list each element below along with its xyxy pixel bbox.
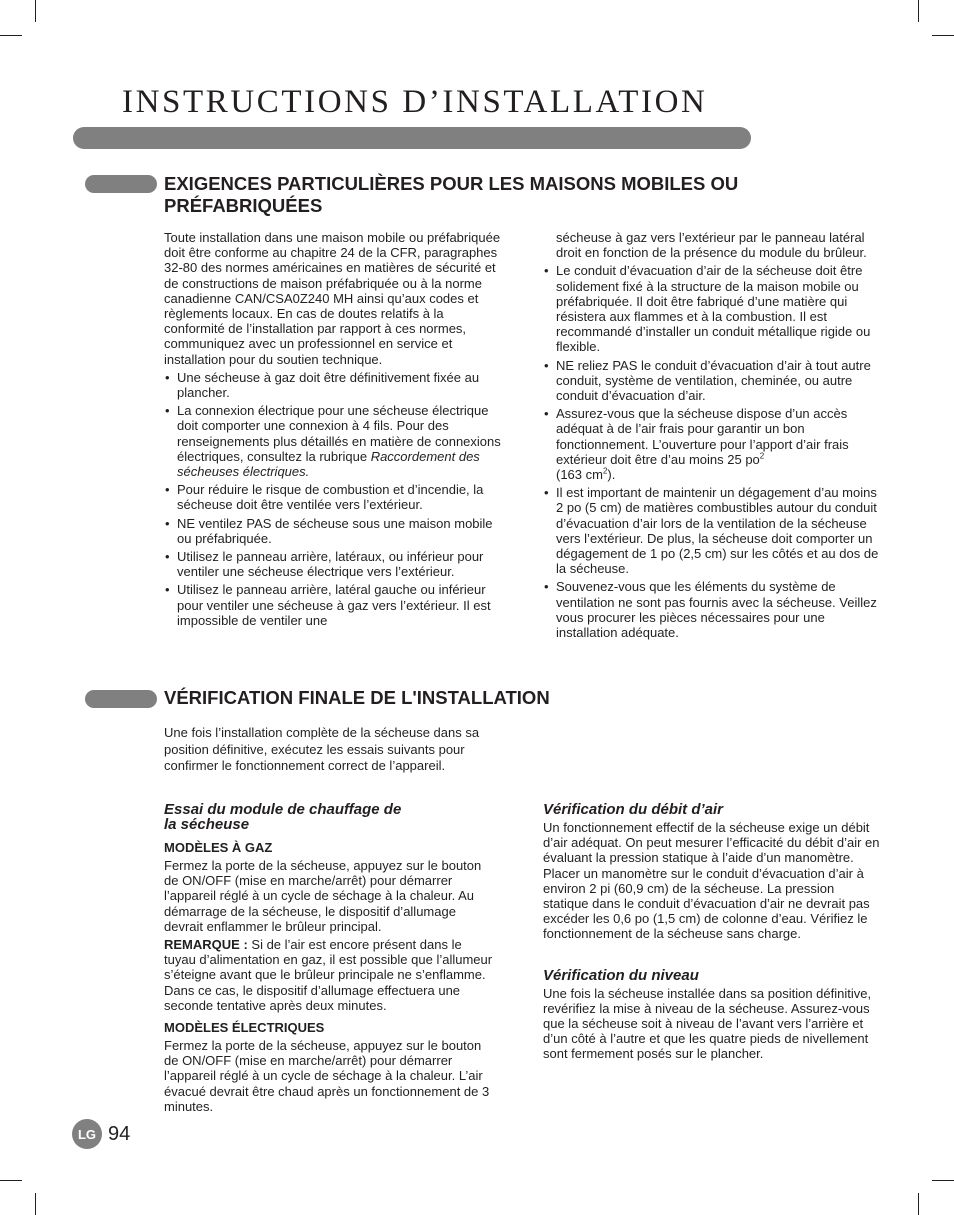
- airflow-check-text: Un fonctionnement effectif de la sécheuse exige un débit d’air adéquat. On peut mesurer l’efficacité du débit d’air en évaluant la pression statique à l’aide d’un manomètre. Placer un manomètre sur le conduit d’évacuation d’air à environ 2 pi (60,9 cm) de la sécheuse. La pression statique dans le conduit d’évacuation d’air ne devrait pas excéder les 0,6 po (1,5 cm) de colonne d’eau. Vérifiez le fonctionnement de la sécheuse sans charge.: [543, 820, 880, 942]
- airflow-check-title: Vérification du débit d’air: [543, 801, 724, 818]
- crop-mark: [35, 0, 36, 22]
- level-check-title: Vérification du niveau: [543, 966, 699, 984]
- section-marker: [85, 175, 157, 193]
- crop-mark: [35, 1193, 36, 1215]
- list-item: • Souvenez-vous que les éléments du système de ventilation ne sont pas fournis avec la sécheuse. Veillez vous procurer les pièces nécessaires pour une installation adéquate.: [543, 579, 880, 640]
- list-item-text: La connexion électrique pour une sécheuse électrique doit comporter une connexion à 4 fils. Pour des renseignements plus détaillés en matière de connexions électriques, consultez la rubrique: [177, 403, 501, 464]
- gas-models-heading: MODÈLES À GAZ: [164, 840, 273, 855]
- list-item: • Utilisez le panneau arrière, latéral gauche ou inférieur pour ventiler une sécheuse à gaz vers l’extérieur. Il est impossible de ventiler une: [164, 582, 504, 628]
- section-title-line2: PRÉFABRIQUÉES: [164, 195, 323, 216]
- section1-right-list: [543, 263, 880, 640]
- crop-mark: [932, 1180, 954, 1181]
- section2-intro: [164, 725, 494, 778]
- lg-logo-icon: [72, 1119, 102, 1149]
- crop-mark: [0, 35, 22, 36]
- section-marker: [85, 690, 157, 708]
- electric-models-text: Fermez la porte de la sécheuse, appuyez sur le bouton de ON/OFF (mise en marche/arrêt) pour démarrer l’appareil réglé à un cycle de séchage à la chaleur. L’air évacué devrait être chaud après un fonctionnement de 3 minutes.: [164, 1038, 490, 1114]
- section-title-final-check: VÉRIFICATION FINALE DE L'INSTALLATION: [164, 687, 550, 708]
- list-item: • Il est important de maintenir un dégagement d’au moins 2 po (5 cm) de matières combustibles autour du conduit d’évacuation d’air lors de la ventilation de la sécheuse vers l’extérieur. De plus, la sécheuse doit comporter un dégagement de 1 po (2,5 cm) sur les côtés et au dos de la sécheuse.: [543, 485, 880, 576]
- heating-title-line1: Essai du module de chauffage de: [164, 801, 402, 818]
- title-bar: [73, 127, 751, 149]
- metric-value: (163 cm: [556, 467, 603, 483]
- logo-text: LG: [77, 1127, 97, 1142]
- italic-reference: Raccordement des sécheuses électriques.: [177, 448, 480, 480]
- list-item: • NE reliez PAS le conduit d’évacuation d’air à tout autre conduit, système de ventilation, cheminée, ou autre conduit d’évacuation d’air.: [543, 358, 880, 404]
- heating-title-line2: la sécheuse: [164, 816, 250, 833]
- superscript: 2: [759, 451, 765, 461]
- section1-left-column: [164, 230, 504, 631]
- list-item: [543, 406, 880, 482]
- section2-intro-text: Une fois l’installation complète de la sécheuse dans sa position définitive, exécutez les essais suivants pour confirmer le fonctionnement correct de l’appareil.: [164, 725, 480, 773]
- section-title-line1: EXIGENCES PARTICULIÈRES POUR LES MAISONS MOBILES OU: [164, 173, 739, 194]
- list-item: [164, 403, 504, 479]
- list-item: • Le conduit d’évacuation d’air de la sécheuse doit être solidement fixé à la structure de la maison mobile ou préfabriquée. Il doit être fabriqué d’une matière qui résistera aux flammes et à la combustion. Il est recommandé d’installer un conduit métallique rigide ou flexible.: [543, 263, 880, 354]
- section1-continuation: sécheuse à gaz vers l’extérieur par le panneau latéral droit en fonction de la présence du module du brûleur.: [556, 230, 867, 261]
- list-item-text: Assurez-vous que la sécheuse dispose d’un accès adéquat à de l’air frais pour garantir un bon fonctionnement. L’ouverture pour l’apport d’air frais extérieur doit être d’au moins 25 po: [556, 406, 849, 467]
- level-check-text: Une fois la sécheuse installée dans sa position définitive, revérifiez la mise à niveau de la sécheuse. Assurez-vous que la sécheuse soit à niveau de l’avant vers l’arrière et d’un côté à l’autre et que les quatre pieds de nivellement sont fermement posés sur le plancher.: [543, 985, 872, 1062]
- gas-models-text: Fermez la porte de la sécheuse, appuyez sur le bouton de ON/OFF (mise en marche/arrêt) pour démarrer l’appareil réglé à un cycle de séchage à la chaleur. Au démarrage de la sécheuse, le dispositif d’allumage devrait enflammer le brûleur principal.: [164, 858, 482, 934]
- section1-intro: Toute installation dans une maison mobile ou préfabriquée doit être conforme au chapitre 24 de la CFR, paragraphes 32-80 des normes américaines en matières de sécurité et de constructions de maison préfabriquée ou à la norme canadienne CAN/CSA0Z240 MH ainsi qu’aux codes et règlements locaux. En cas de doutes relatifs à la conformité de l’installation par rapport à ces normes, communiquez avec un professionnel en service et installation pour du soutien technique.: [164, 230, 501, 367]
- metric-close: ).: [607, 467, 616, 483]
- crop-mark: [932, 35, 954, 36]
- superscript: 2: [602, 466, 608, 476]
- heating-test-title: [164, 802, 494, 832]
- list-item: • Une sécheuse à gaz doit être définitivement fixée au plancher.: [164, 370, 504, 400]
- section1-left-list: [164, 370, 504, 628]
- electric-models-heading: MODÈLES ÉLECTRIQUES: [164, 1020, 325, 1036]
- note-text: Si de l’air est encore présent dans le tuyau d’alimentation en gaz, il est possible que l’allumeur s’éteigne avant que le brûleur principale ne s’enflamme. Dans ce cas, le dispositif d’allumage effectuera une seconde tentative après deux minutes.: [164, 937, 493, 1013]
- list-item: • Utilisez le panneau arrière, latéraux, ou inférieur pour ventiler une sécheuse électrique vers l’extérieur.: [164, 549, 504, 579]
- note-paragraph: [164, 937, 494, 1013]
- section-title-mobile-homes: [164, 173, 738, 217]
- list-item: • NE ventilez PAS de sécheuse sous une maison mobile ou préfabriquée.: [164, 516, 504, 546]
- crop-mark: [0, 1180, 22, 1181]
- section2-right-column: [543, 802, 880, 1065]
- page-title: INSTRUCTIONS D’INSTALLATION: [122, 84, 708, 120]
- section1-right-column: [543, 230, 880, 643]
- page-number: 94: [108, 1123, 131, 1145]
- list-item: • Pour réduire le risque de combustion et d’incendie, la sécheuse doit être ventilée vers l’extérieur.: [164, 482, 504, 512]
- section2-left-column: [164, 802, 494, 1117]
- crop-mark: [918, 1193, 919, 1215]
- crop-mark: [918, 0, 919, 22]
- note-label: REMARQUE :: [164, 937, 248, 953]
